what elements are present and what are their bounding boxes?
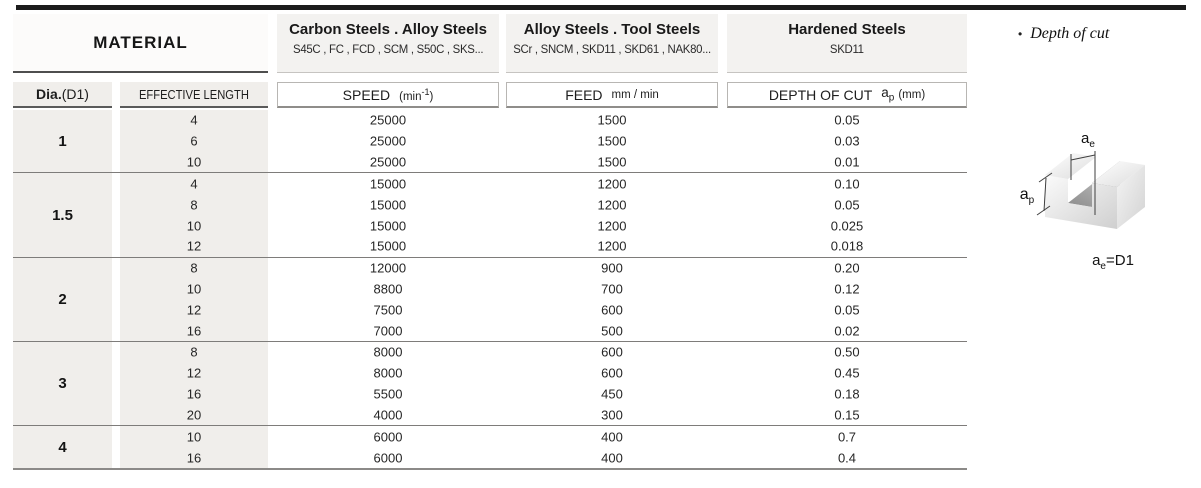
feed-label: FEED [565,86,603,103]
cell-depth-of-cut: 0.18 [834,386,860,402]
cell-depth-of-cut: 0.018 [830,238,864,254]
table-row [13,447,967,468]
cell-effective-length: 10 [186,429,202,445]
cell-depth-of-cut: 0.15 [834,407,860,423]
table-row [13,320,967,341]
material-group-title: Carbon Steels . Alloy Steels [289,21,487,38]
table-row [13,279,967,300]
dia-group [13,341,967,425]
cell-feed: 700 [601,281,623,297]
cell-feed: 900 [601,260,623,276]
diagram-caption: $a_e=D1$ [1092,252,1134,272]
cell-depth-of-cut: 0.03 [834,133,860,149]
table-row [13,194,967,215]
cell-speed: 5500 [373,386,403,402]
cell-depth-of-cut: 0.025 [830,218,864,234]
cell-feed: 600 [601,344,623,360]
cell-speed: 7500 [373,302,403,318]
cell-depth-of-cut: 0.45 [834,365,860,381]
cell-depth-of-cut: 0.7 [837,429,857,445]
material-group-hardened [727,14,967,73]
depth-symbol: $a_p$ [881,85,895,104]
cell-effective-length: 10 [186,154,202,170]
cell-dia: 2 [58,290,67,308]
cell-speed: 25000 [369,154,407,170]
feed-unit: mm / min [611,88,659,101]
depth-of-cut-note [1018,25,1109,43]
speed-unit: $(\min^{-1})$ [399,86,434,103]
cell-effective-length: 4 [190,176,198,192]
material-group-carbon [277,14,499,73]
cell-effective-length: 12 [186,302,202,318]
cell-dia: 1 [58,132,67,150]
column-header-dia [13,82,112,108]
table-row [13,363,967,384]
cell-effective-length: 10 [186,281,202,297]
cell-effective-length: 12 [186,238,202,254]
cell-effective-length: 16 [186,386,202,402]
table-row [13,215,967,236]
cell-effective-length: 6 [190,133,198,149]
material-group-alloy [506,14,718,73]
material-group-title: Hardened Steels [788,21,906,38]
table-row [13,384,967,405]
cell-speed: 6000 [373,450,403,466]
cell-feed: 1200 [597,238,627,254]
note-text: Depth of cut [1030,25,1110,42]
cell-speed: 7000 [373,323,403,339]
cell-speed: 8800 [373,281,403,297]
cell-depth-of-cut: 0.05 [834,112,860,128]
ae-label: $a_e$ [1081,130,1095,150]
cell-feed: 600 [601,302,623,318]
depth-unit: (mm) [898,88,926,101]
cell-feed: 1500 [597,112,627,128]
cell-speed: 15000 [369,197,407,213]
cell-speed: 15000 [369,238,407,254]
cell-depth-of-cut: 0.10 [834,176,860,192]
cell-effective-length: 20 [186,407,202,423]
cell-dia: 3 [58,375,67,393]
column-header-speed [277,82,499,108]
cell-depth-of-cut: 0.12 [834,281,860,297]
conditions-table-body [13,110,967,470]
cell-speed: 8000 [373,344,403,360]
cell-feed: 600 [601,365,623,381]
dia-label-bold: Dia. [36,86,62,102]
cell-depth-of-cut: 0.02 [834,323,860,339]
table-row [13,173,967,194]
ap-label: $a_p$ [1019,186,1035,207]
cell-depth-of-cut: 0.20 [834,260,860,276]
cell-depth-of-cut: 0.05 [834,197,860,213]
cell-feed: 500 [601,323,623,339]
cell-depth-of-cut: 0.05 [834,302,860,318]
cell-speed: 15000 [369,176,407,192]
cell-speed: 4000 [373,407,403,423]
column-header-feed [506,82,718,108]
dia-group [13,172,967,256]
table-row [13,405,967,426]
cell-effective-length: 8 [190,260,198,276]
cell-feed: 300 [601,407,623,423]
cell-feed: 1200 [597,197,627,213]
cell-speed: 6000 [373,429,403,445]
dia-group [13,110,967,172]
cell-feed: 1200 [597,176,627,192]
material-group-subtitle: S45C , FC , FCD , SCM , S50C , SKS... [292,42,484,56]
cell-effective-length: 10 [186,218,202,234]
table-row [13,131,967,152]
table-row [13,426,967,447]
cell-depth-of-cut: 0.50 [834,344,860,360]
cell-feed: 450 [601,386,623,402]
cell-effective-length: 4 [190,112,198,128]
material-group-subtitle: SCr , SNCM , SKD11 , SKD61 , NAK80... [513,42,711,56]
cell-effective-length: 8 [190,197,198,213]
cell-speed: 25000 [369,133,407,149]
bullet-icon: • [1018,27,1023,41]
material-group-subtitle: SKD11 [830,42,864,56]
cell-speed: 12000 [369,260,407,276]
cell-feed: 400 [601,450,623,466]
table-row [13,152,967,173]
dia-group [13,425,967,468]
table-row [13,299,967,320]
table-row [13,258,967,279]
table-row [13,342,967,363]
cell-effective-length: 8 [190,344,198,360]
dia-label-normal: (D1) [61,86,89,102]
top-rule [16,5,1186,10]
cell-dia: 4 [58,438,67,456]
cell-effective-length: 12 [186,365,202,381]
cell-feed: 400 [601,429,623,445]
table-row [13,110,967,131]
cell-effective-length: 16 [186,450,202,466]
column-header-depth-of-cut [727,82,967,108]
cell-depth-of-cut: 0.4 [837,450,857,466]
material-group-title: Alloy Steels . Tool Steels [523,21,701,38]
effective-length-label: EFFECTIVE LENGTH [139,86,249,102]
cell-speed: 15000 [369,218,407,234]
cell-feed: 1500 [597,133,627,149]
cell-depth-of-cut: 0.01 [834,154,860,170]
dia-group [13,257,967,341]
depth-label: DEPTH OF CUT [768,86,873,103]
speed-label: SPEED [342,86,391,103]
cell-effective-length: 16 [186,323,202,339]
column-header-effective-length [120,82,268,108]
cell-dia: 1.5 [52,206,73,224]
material-header: MATERIAL [13,14,268,73]
table-row [13,236,967,257]
cell-feed: 1500 [597,154,627,170]
cell-speed: 8000 [373,365,403,381]
cell-speed: 25000 [369,112,407,128]
cell-feed: 1200 [597,218,627,234]
